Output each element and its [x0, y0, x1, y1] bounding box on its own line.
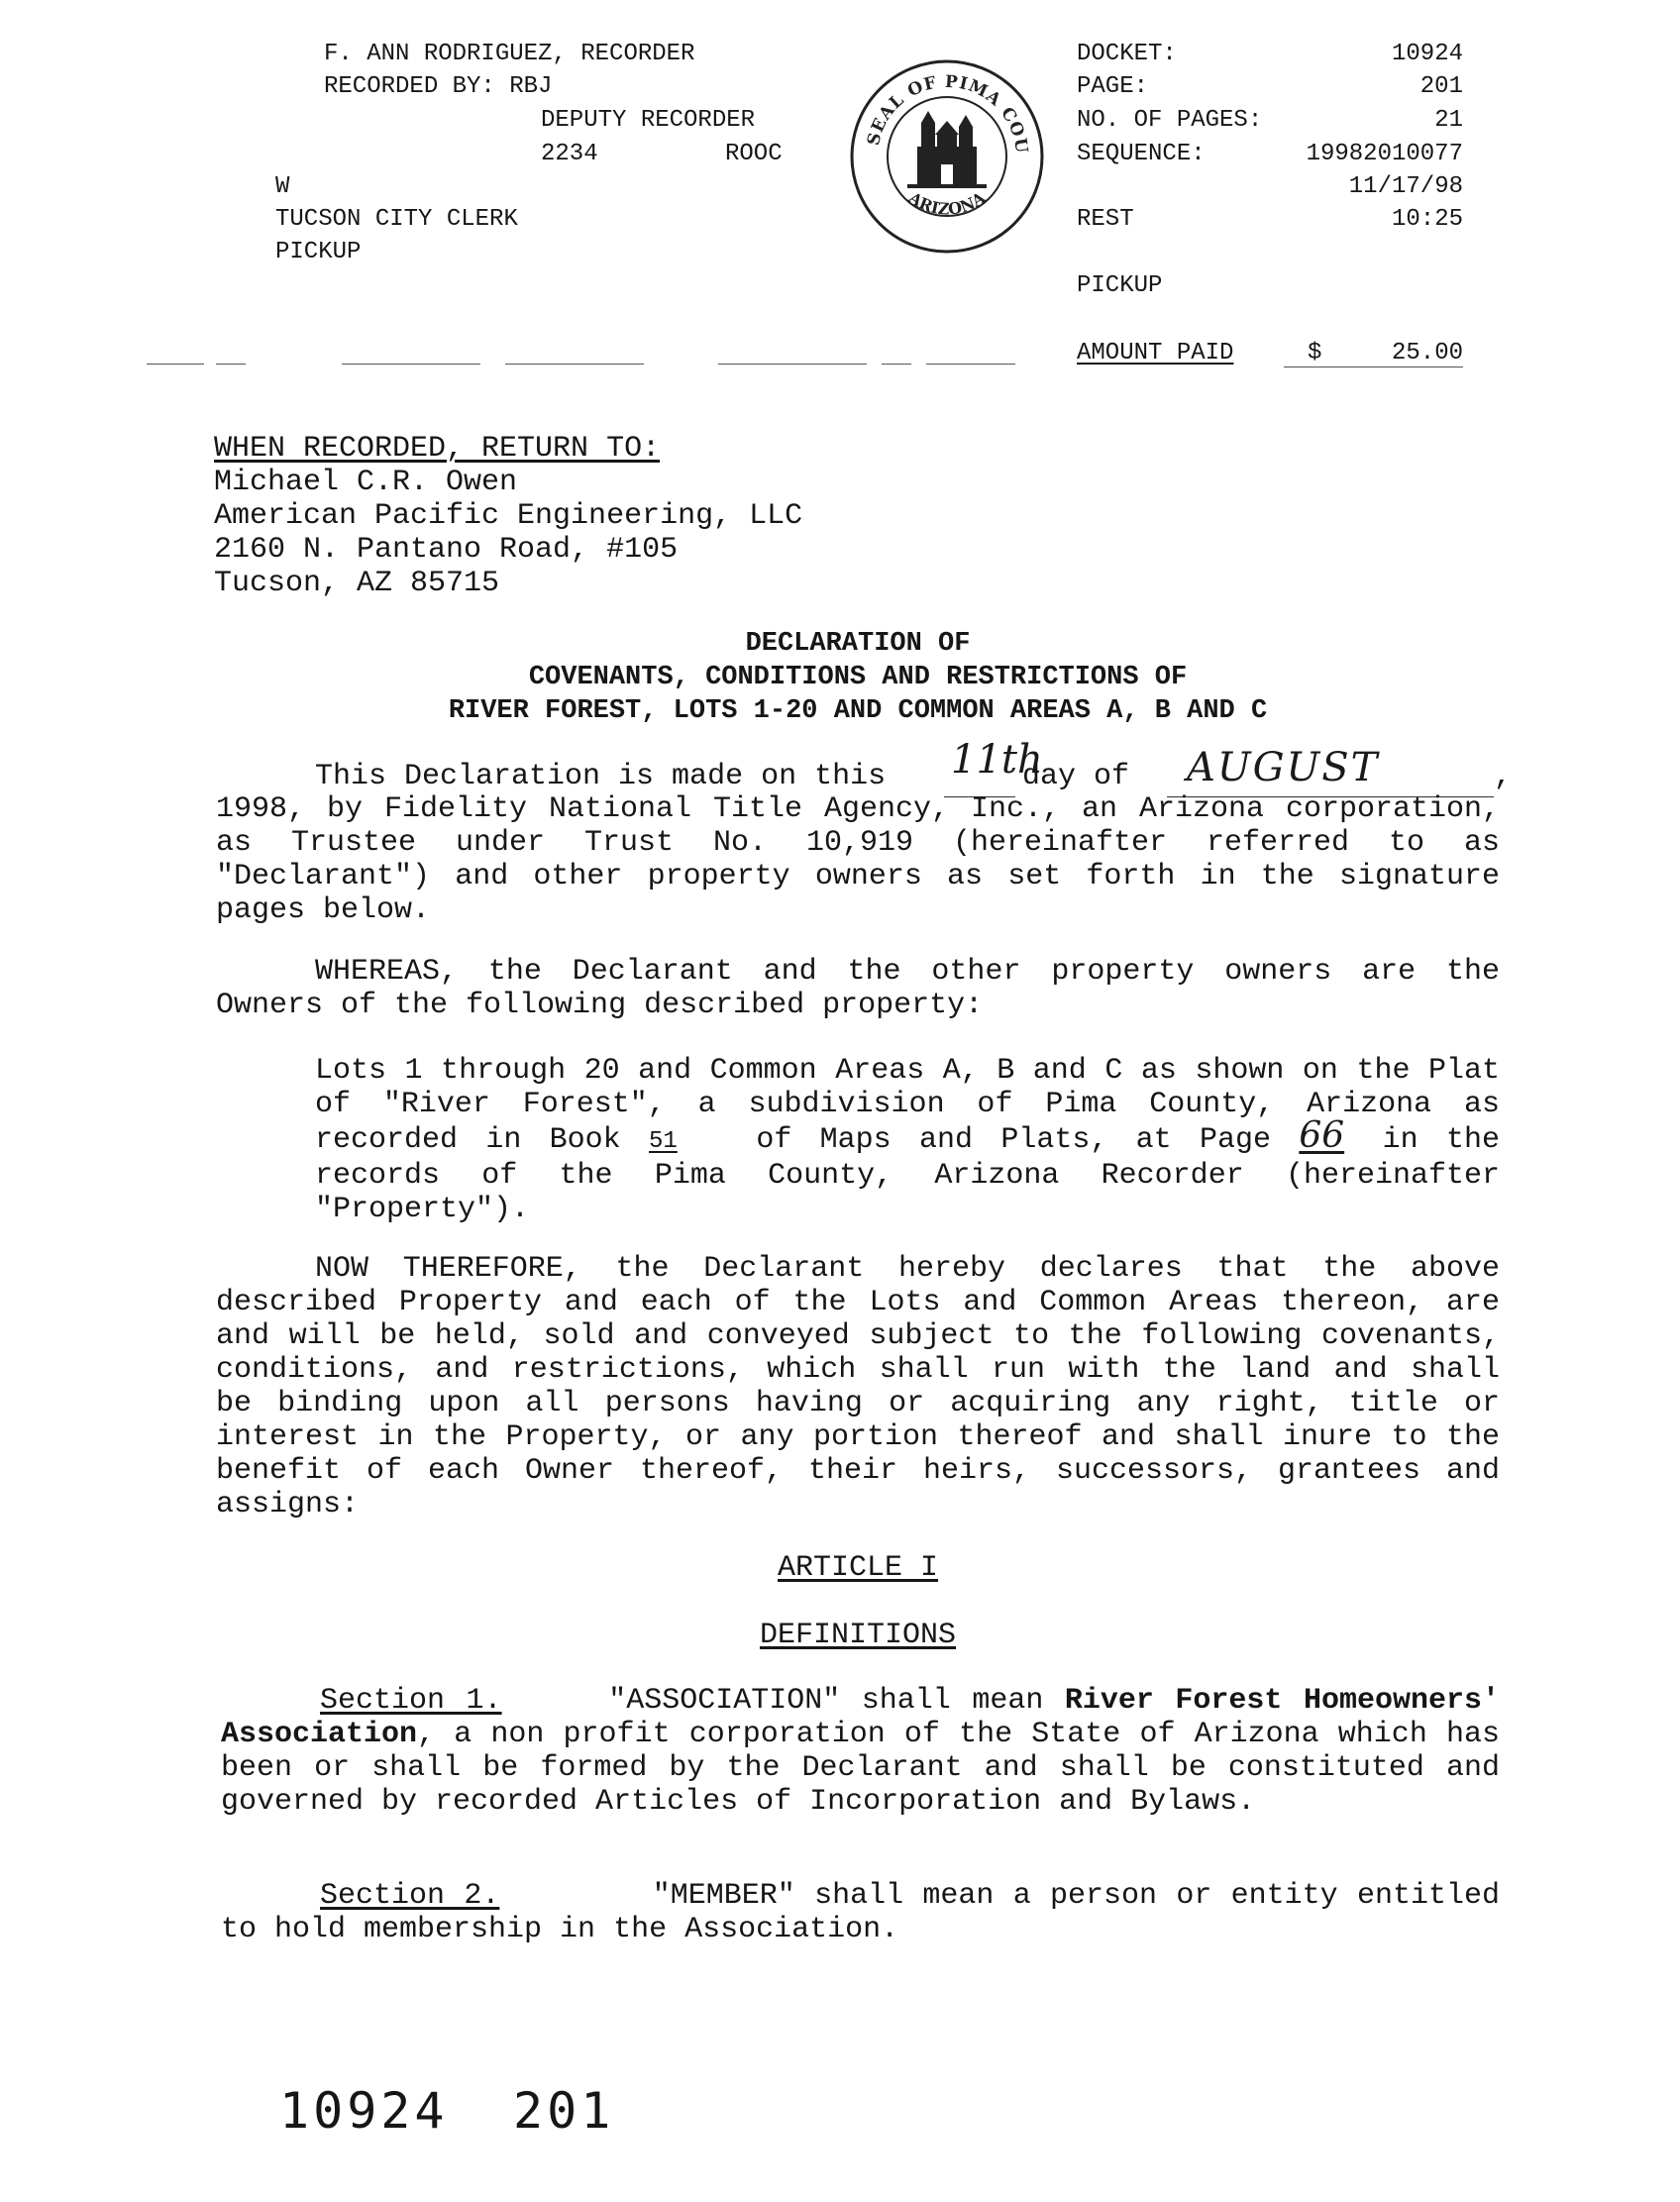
- seal-top-text: SEAL OF PIMA COU: [864, 71, 1032, 156]
- seal-bottom-text: ARIZONA: [905, 187, 990, 219]
- section-1-association-name: River Forest Homeowners' Association: [221, 1684, 1500, 1751]
- separator-dash: [216, 364, 246, 365]
- property-text-2: of Maps and Plats, at Page: [756, 1123, 1271, 1157]
- separator-dash: [926, 364, 1015, 365]
- footer-docket-stamp: 10924: [279, 2082, 449, 2140]
- seal-emblem: [907, 111, 987, 188]
- return-to-name: Michael C.R. Owen: [214, 466, 518, 499]
- return-to-city: Tucson, AZ 85715: [214, 567, 500, 600]
- property-text-1: Lots 1 through 20 and Common Areas A, B and C as shown on the Plat of "River Forest", a subdivision of Pima County, Arizona as recorded in Book: [315, 1054, 1500, 1157]
- amount-value: 25.00: [1391, 340, 1463, 367]
- section-1-label: Section 1.: [320, 1684, 502, 1718]
- rest-label: REST: [1077, 206, 1134, 233]
- intro-paragraph: 1998, by Fidelity National Title Agency, Inc., an Arizona corporation, as Trustee under Trust No. 10,919 (hereinafter referred to as "Declarant") and other property owners as set forth in the signature pages below.: [216, 792, 1500, 927]
- now-therefore-paragraph: NOW THEREFORE, the Declarant hereby declares that the above described Property and each of the Lots and Common Areas thereon, are and will be held, sold and conveyed subject to the following covenants, conditions, and restrictions, which shall run with the land and shall be binding upon all persons having or acquiring any right, title or interest in the Property, or any portion thereof and shall inure to the benefit of each Owner thereof, their heirs, successors, grantees and assigns:: [216, 1252, 1500, 1521]
- pages-value: 21: [1434, 107, 1463, 134]
- intro-lead: This Declaration is made on this: [315, 760, 887, 793]
- pickup-right: PICKUP: [1077, 272, 1163, 299]
- amount-currency: $: [1308, 340, 1322, 367]
- section-2-label: Section 2.: [320, 1879, 500, 1913]
- section-1-text: , a non profit corporation of the State of Arizona which has been or shall be formed by the Declarant and shall be constituted and governed by recorded Articles of Incorporation and Bylaws.: [221, 1718, 1500, 1819]
- page-value: 201: [1419, 73, 1463, 100]
- clerk-line: TUCSON CITY CLERK: [275, 206, 518, 233]
- definitions-heading: DEFINITIONS: [759, 1619, 957, 1652]
- footer-page-stamp: 201: [513, 2082, 615, 2140]
- page-label: PAGE:: [1077, 73, 1149, 100]
- recorded-by: RECORDED BY: RBJ: [324, 73, 553, 100]
- handwritten-month: AUGUST: [1187, 745, 1380, 790]
- separator-dash: [718, 364, 867, 365]
- article-heading: ARTICLE I: [777, 1551, 939, 1585]
- recorder-code-number: 2234: [541, 141, 598, 167]
- return-to-street: 2160 N. Pantano Road, #105: [214, 533, 679, 567]
- w-mark: W: [275, 173, 290, 200]
- separator-dash: [342, 364, 480, 365]
- title-line-1: DECLARATION OF: [745, 629, 971, 659]
- section-1: [221, 1684, 1500, 1819]
- title-line-2: COVENANTS, CONDITIONS AND RESTRICTIONS OF: [528, 663, 1188, 692]
- sequence-value: 19982010077: [1306, 141, 1463, 167]
- docket-label: DOCKET:: [1077, 41, 1177, 67]
- separator-dash: [882, 364, 911, 365]
- return-to-heading: WHEN RECORDED, RETURN TO:: [214, 432, 661, 466]
- property-description: [315, 1054, 1500, 1226]
- section-1-term: "ASSOCIATION" shall mean: [608, 1684, 1044, 1718]
- return-to-company: American Pacific Engineering, LLC: [214, 499, 803, 533]
- property-text-3: in the records of the Pima County, Arizona Recorder (hereinafter "Property").: [315, 1123, 1500, 1226]
- handwritten-page: 66: [1299, 1115, 1345, 1156]
- section-2: [221, 1879, 1500, 1946]
- book-number: 51: [649, 1128, 678, 1155]
- seal-graphic: [848, 57, 1046, 256]
- sequence-label: SEQUENCE:: [1077, 141, 1206, 167]
- recorder-name: F. ANN RODRIGUEZ, RECORDER: [324, 41, 695, 67]
- intro-comma: ,: [1494, 760, 1513, 793]
- amount-label: AMOUNT PAID: [1077, 340, 1234, 367]
- svg-text:ARIZONA: [904, 187, 989, 218]
- pickup-left: PICKUP: [275, 239, 362, 265]
- whereas-paragraph: WHEREAS, the Declarant and the other property owners are the Owners of the following described property:: [216, 955, 1500, 1022]
- deputy-recorder: DEPUTY RECORDER: [541, 107, 756, 134]
- pima-county-seal: [829, 40, 1032, 238]
- record-time: 10:25: [1391, 206, 1463, 233]
- intro-day-of: day of: [1022, 760, 1130, 793]
- docket-value: 10924: [1391, 41, 1463, 67]
- separator-dash: [505, 364, 644, 365]
- record-date: 11/17/98: [1348, 173, 1463, 200]
- title-line-3: RIVER FOREST, LOTS 1-20 AND COMMON AREAS A, B AND C: [448, 696, 1268, 726]
- handwritten-day: 11th: [951, 737, 1043, 783]
- separator-dash: [147, 364, 204, 365]
- recorder-code-label: ROOC: [725, 141, 783, 167]
- section-2-text: "MEMBER" shall mean a person or entity entitled to hold membership in the Association.: [221, 1879, 1501, 1946]
- pages-label: NO. OF PAGES:: [1077, 107, 1263, 134]
